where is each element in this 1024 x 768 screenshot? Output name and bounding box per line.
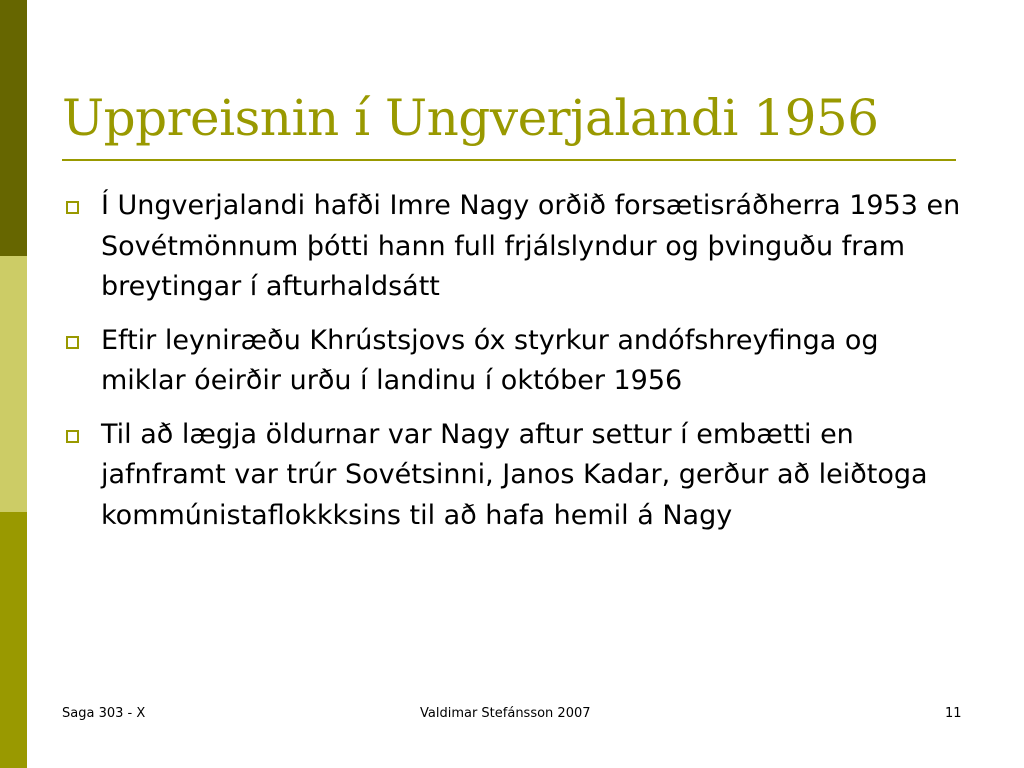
- bullet-item: [62, 186, 962, 308]
- left-strip-olive: [0, 512, 27, 768]
- square-bullet-icon: [66, 430, 79, 443]
- bullet-text: Til að lægja öldurnar var Nagy aftur settur í embætti en jafnframt var trúr Sovétsinni, Janos Kadar, gerður að leiðtoga kommúnistaflokkksins til að hafa hemil á Nagy: [101, 418, 928, 531]
- bullet-list: [62, 186, 962, 549]
- footer-author: Valdimar Stefánsson 2007: [420, 706, 591, 721]
- bullet-item: [62, 321, 962, 402]
- square-bullet-icon: [66, 201, 79, 214]
- footer-course: Saga 303 - X: [62, 706, 146, 721]
- bullet-item: [62, 415, 962, 537]
- footer-page-number: 11: [945, 706, 962, 721]
- slide-title: Uppreisnin í Ungverjalandi 1956: [62, 89, 879, 147]
- title-underline: [62, 159, 956, 161]
- bullet-text: Eftir leyniræðu Khrústsjovs óx styrkur andófshreyfinga og miklar óeirðir urðu í landinu í október 1956: [101, 324, 879, 396]
- left-strip-dark: [0, 0, 27, 256]
- left-strip-light: [0, 256, 27, 512]
- bullet-text: Í Ungverjalandi hafði Imre Nagy orðið forsætisráðherra 1953 en Sovétmönnum þótti hann full frjálslyndur og þvinguðu fram breytingar í afturhaldsátt: [101, 190, 961, 302]
- square-bullet-icon: [66, 336, 79, 349]
